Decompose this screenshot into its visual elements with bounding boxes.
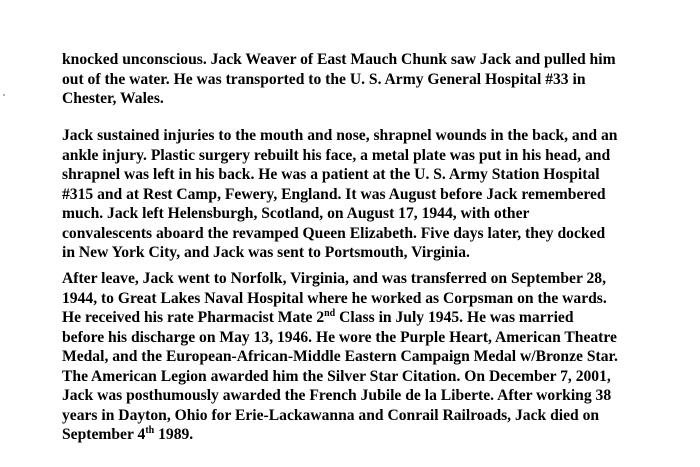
text-line-with-superscript xyxy=(62,308,682,328)
text-line: Chester, Wales. xyxy=(62,90,164,107)
text-line: before his discharge on May 13, 1946. He wore the Purple Heart, American Theatre xyxy=(62,328,617,346)
text-line: out of the water. He was transported to the U. S. Army General Hospital #33 in xyxy=(62,70,586,88)
text-line: The American Legion awarded him the Silver Star Citation. On December 7, 2001, xyxy=(62,367,611,385)
text-segment: 1989. xyxy=(154,426,194,443)
text-line: in New York City, and Jack was sent to Portsmouth, Virginia. xyxy=(62,244,470,261)
scan-speck xyxy=(3,94,5,96)
ordinal-superscript: th xyxy=(145,425,155,436)
text-line: #315 and at Rest Camp, Fewery, England. It was August before Jack remembered xyxy=(62,185,606,203)
text-line-with-superscript xyxy=(62,425,682,445)
text-line: 1944, to Great Lakes Naval Hospital where he worked as Corpsman on the wards. xyxy=(62,289,607,307)
text-line: convalescents aboard the revamped Queen Elizabeth. Five days later, they docked xyxy=(62,224,606,242)
text-line: knocked unconscious. Jack Weaver of East Mauch Chunk saw Jack and pulled him xyxy=(62,51,616,68)
text-line: shrapnel was left in his back. He was a patient at the U. S. Army Station Hospital xyxy=(62,166,600,183)
text-segment: He received his rate Pharmacist Mate 2 xyxy=(62,309,325,326)
text-segment: Class in July 1945. He was married xyxy=(335,309,574,326)
ordinal-superscript: nd xyxy=(324,308,336,319)
text-line: Medal, and the European-African-Middle Eastern Campaign Medal w/Bronze Star. xyxy=(62,348,618,365)
text-line: much. Jack left Helensburgh, Scotland, on August 17, 1944, with other xyxy=(62,205,530,222)
text-line: After leave, Jack went to Norfolk, Virginia, and was transferred on September 28, xyxy=(62,270,606,287)
text-line: Jack sustained injuries to the mouth and nose, shrapnel wounds in the back, and an xyxy=(62,127,618,144)
paragraph-hospital-transfer xyxy=(62,50,682,109)
text-line: ankle injury. Plastic surgery rebuilt his face, a metal plate was put in his head, and xyxy=(62,146,611,164)
paragraph-injuries xyxy=(62,126,682,263)
text-segment: September 4 xyxy=(62,426,146,443)
text-line: years in Dayton, Ohio for Erie-Lackawanna and Conrail Railroads, Jack died on xyxy=(62,406,600,424)
paragraph-later-life xyxy=(62,269,682,445)
text-line: Jack was posthumously awarded the French Jubile de la Liberte. After working 38 xyxy=(62,387,612,404)
